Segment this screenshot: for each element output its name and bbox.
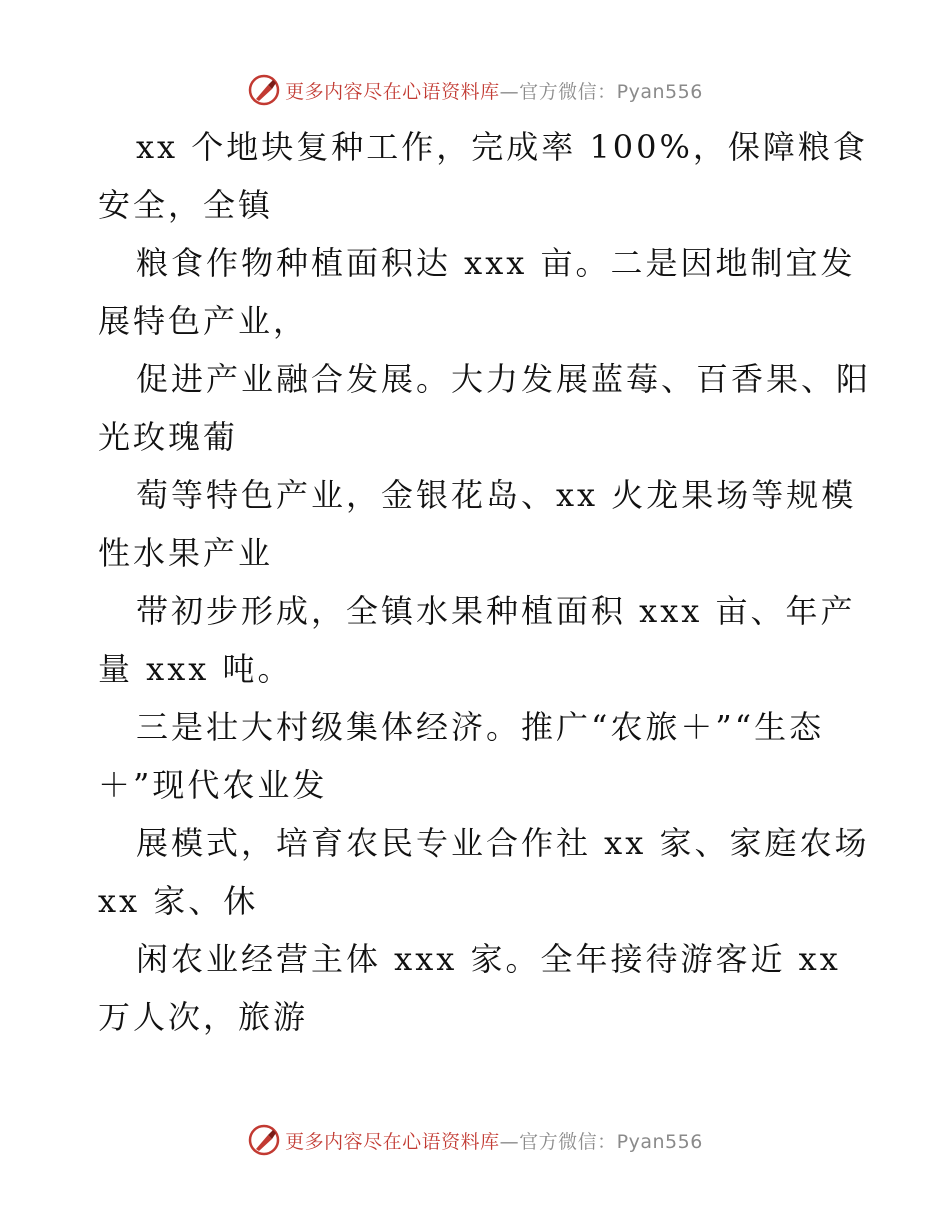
text-line: 量 xxx 吨。	[98, 650, 293, 688]
fountain-pen-seal-icon	[247, 73, 281, 107]
watermark-text: 更多内容尽在心语资料库—官方微信：Pyan556	[285, 1130, 703, 1153]
text-line: xx 家、休	[98, 882, 259, 920]
text-line: ＋”现代农业发	[98, 766, 328, 804]
text-line: 展模式，培育农民专业合作社 xx 家、家庭农场	[136, 824, 870, 862]
text-line: xx 个地块复种工作，完成率 100%，保障粮食	[136, 128, 868, 166]
document-body	[98, 118, 872, 1046]
text-line: 闲农业经营主体 xxx 家。全年接待游客近 xx	[136, 940, 841, 978]
text-line: 性水果产业	[98, 534, 274, 572]
watermark-text: 更多内容尽在心语资料库—官方微信：Pyan556	[285, 80, 703, 103]
header-watermark	[0, 70, 950, 110]
text-line: 展特色产业，	[98, 302, 309, 340]
fountain-pen-seal-icon	[247, 1123, 281, 1157]
text-line: 促进产业融合发展。大力发展蓝莓、百香果、阳	[136, 360, 872, 398]
text-line: 带初步形成，全镇水果种植面积 xxx 亩、年产	[136, 592, 856, 630]
text-line: 三是壮大村级集体经济。推广“农旅＋”“生态	[136, 708, 825, 746]
text-line: 光玫瑰葡	[98, 418, 239, 456]
text-line: 安全，全镇	[98, 186, 274, 224]
text-line: 粮食作物种植面积达 xxx 亩。二是因地制宜发	[136, 244, 856, 282]
text-line: 万人次，旅游	[98, 998, 309, 1036]
text-line: 萄等特色产业，金银花岛、xx 火龙果场等规模	[136, 476, 857, 514]
footer-watermark	[0, 1120, 950, 1160]
